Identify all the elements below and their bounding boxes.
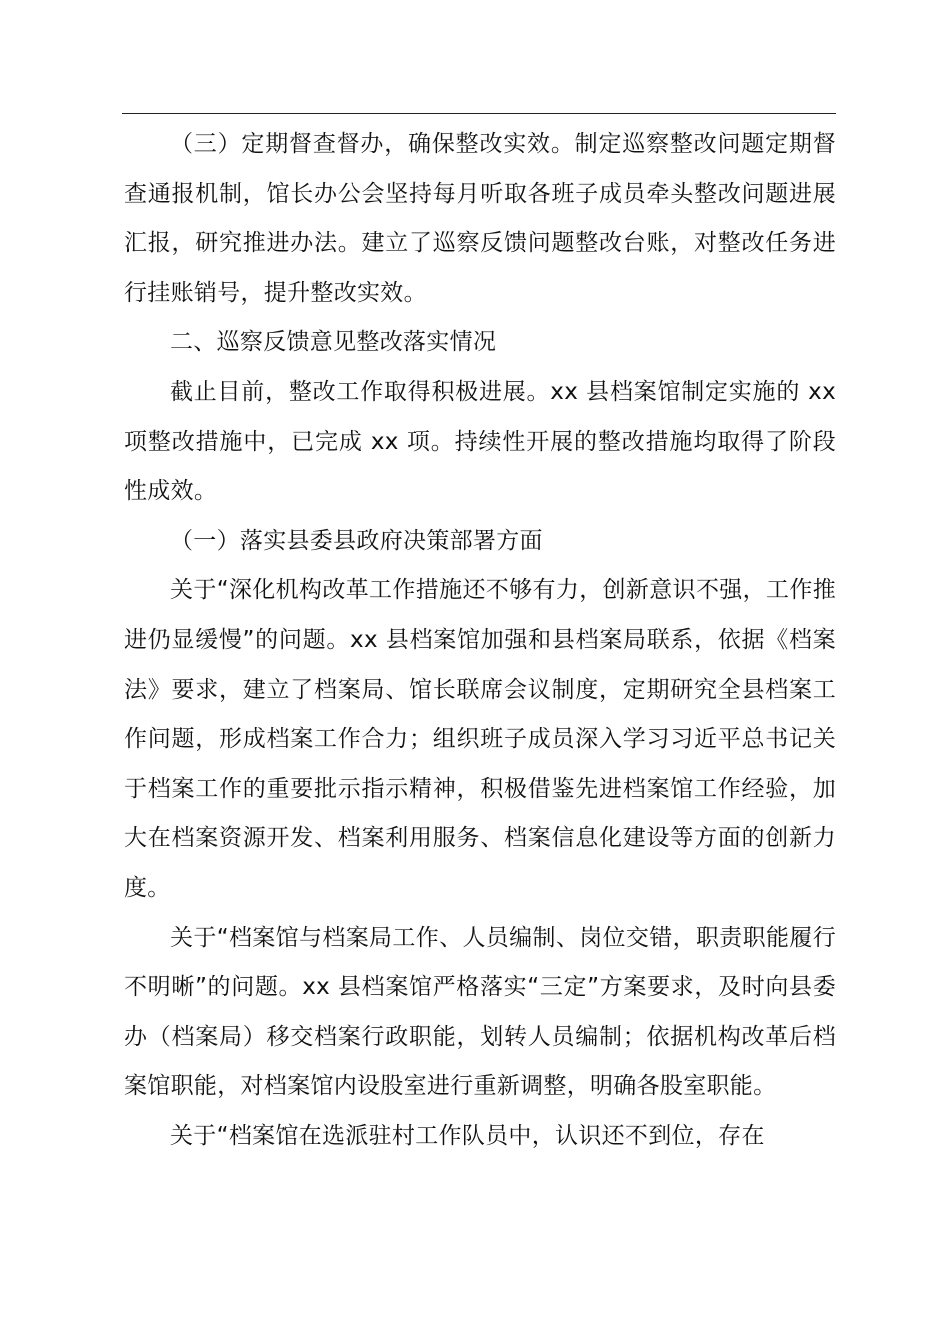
paragraph-village-team: 关于“档案馆在选派驻村工作队员中，认识还不到位，存在 bbox=[170, 1122, 765, 1149]
paragraph-progress: 截止目前，整改工作取得积极进展。xx 县档案馆制定实施的 xx 项整改措施中，已完成 xx 项。持续性开展的整改措施均取得了阶段性成效。 bbox=[124, 378, 836, 505]
document-body bbox=[124, 120, 836, 1161]
paragraph-staffing-functions: 关于“档案馆与档案局工作、人员编制、岗位交错，职责职能履行不明晰”的问题。xx 县档案馆严格落实“三定”方案要求，及时向县委办（档案局）移交档案行政职能，划转人员编制；依据机构改革后档案馆职能，对档案馆内设股室进行重新调整，明确各股室职能。 bbox=[124, 924, 836, 1100]
header-rule bbox=[122, 113, 836, 114]
section-heading-rectification: 二、巡察反馈意见整改落实情况 bbox=[170, 329, 497, 356]
paragraph-institutional-reform: 关于“深化机构改革工作措施还不够有力，创新意识不强，工作推进仍显缓慢”的问题。xx 县档案馆加强和县档案局联系，依据《档案法》要求，建立了档案局、馆长联席会议制度，定期研究全县档案工作问题，形成档案工作合力；组织班子成员深入学习习近平总书记关于档案工作的重要批示指示精神，积极借鉴先进档案馆工作经验，加大在档案资源开发、档案利用服务、档案信息化建设等方面的创新力度。 bbox=[124, 577, 836, 901]
subsection-heading-county-decisions: （一）落实县委县政府决策部署方面 bbox=[170, 527, 543, 554]
paragraph-supervision: （三）定期督查督办，确保整改实效。制定巡察整改问题定期督查通报机制，馆长办公会坚持每月听取各班子成员牵头整改问题进展汇报，研究推进办法。建立了巡察反馈问题整改台账，对整改任务进行挂账销号，提升整改实效。 bbox=[124, 131, 836, 306]
